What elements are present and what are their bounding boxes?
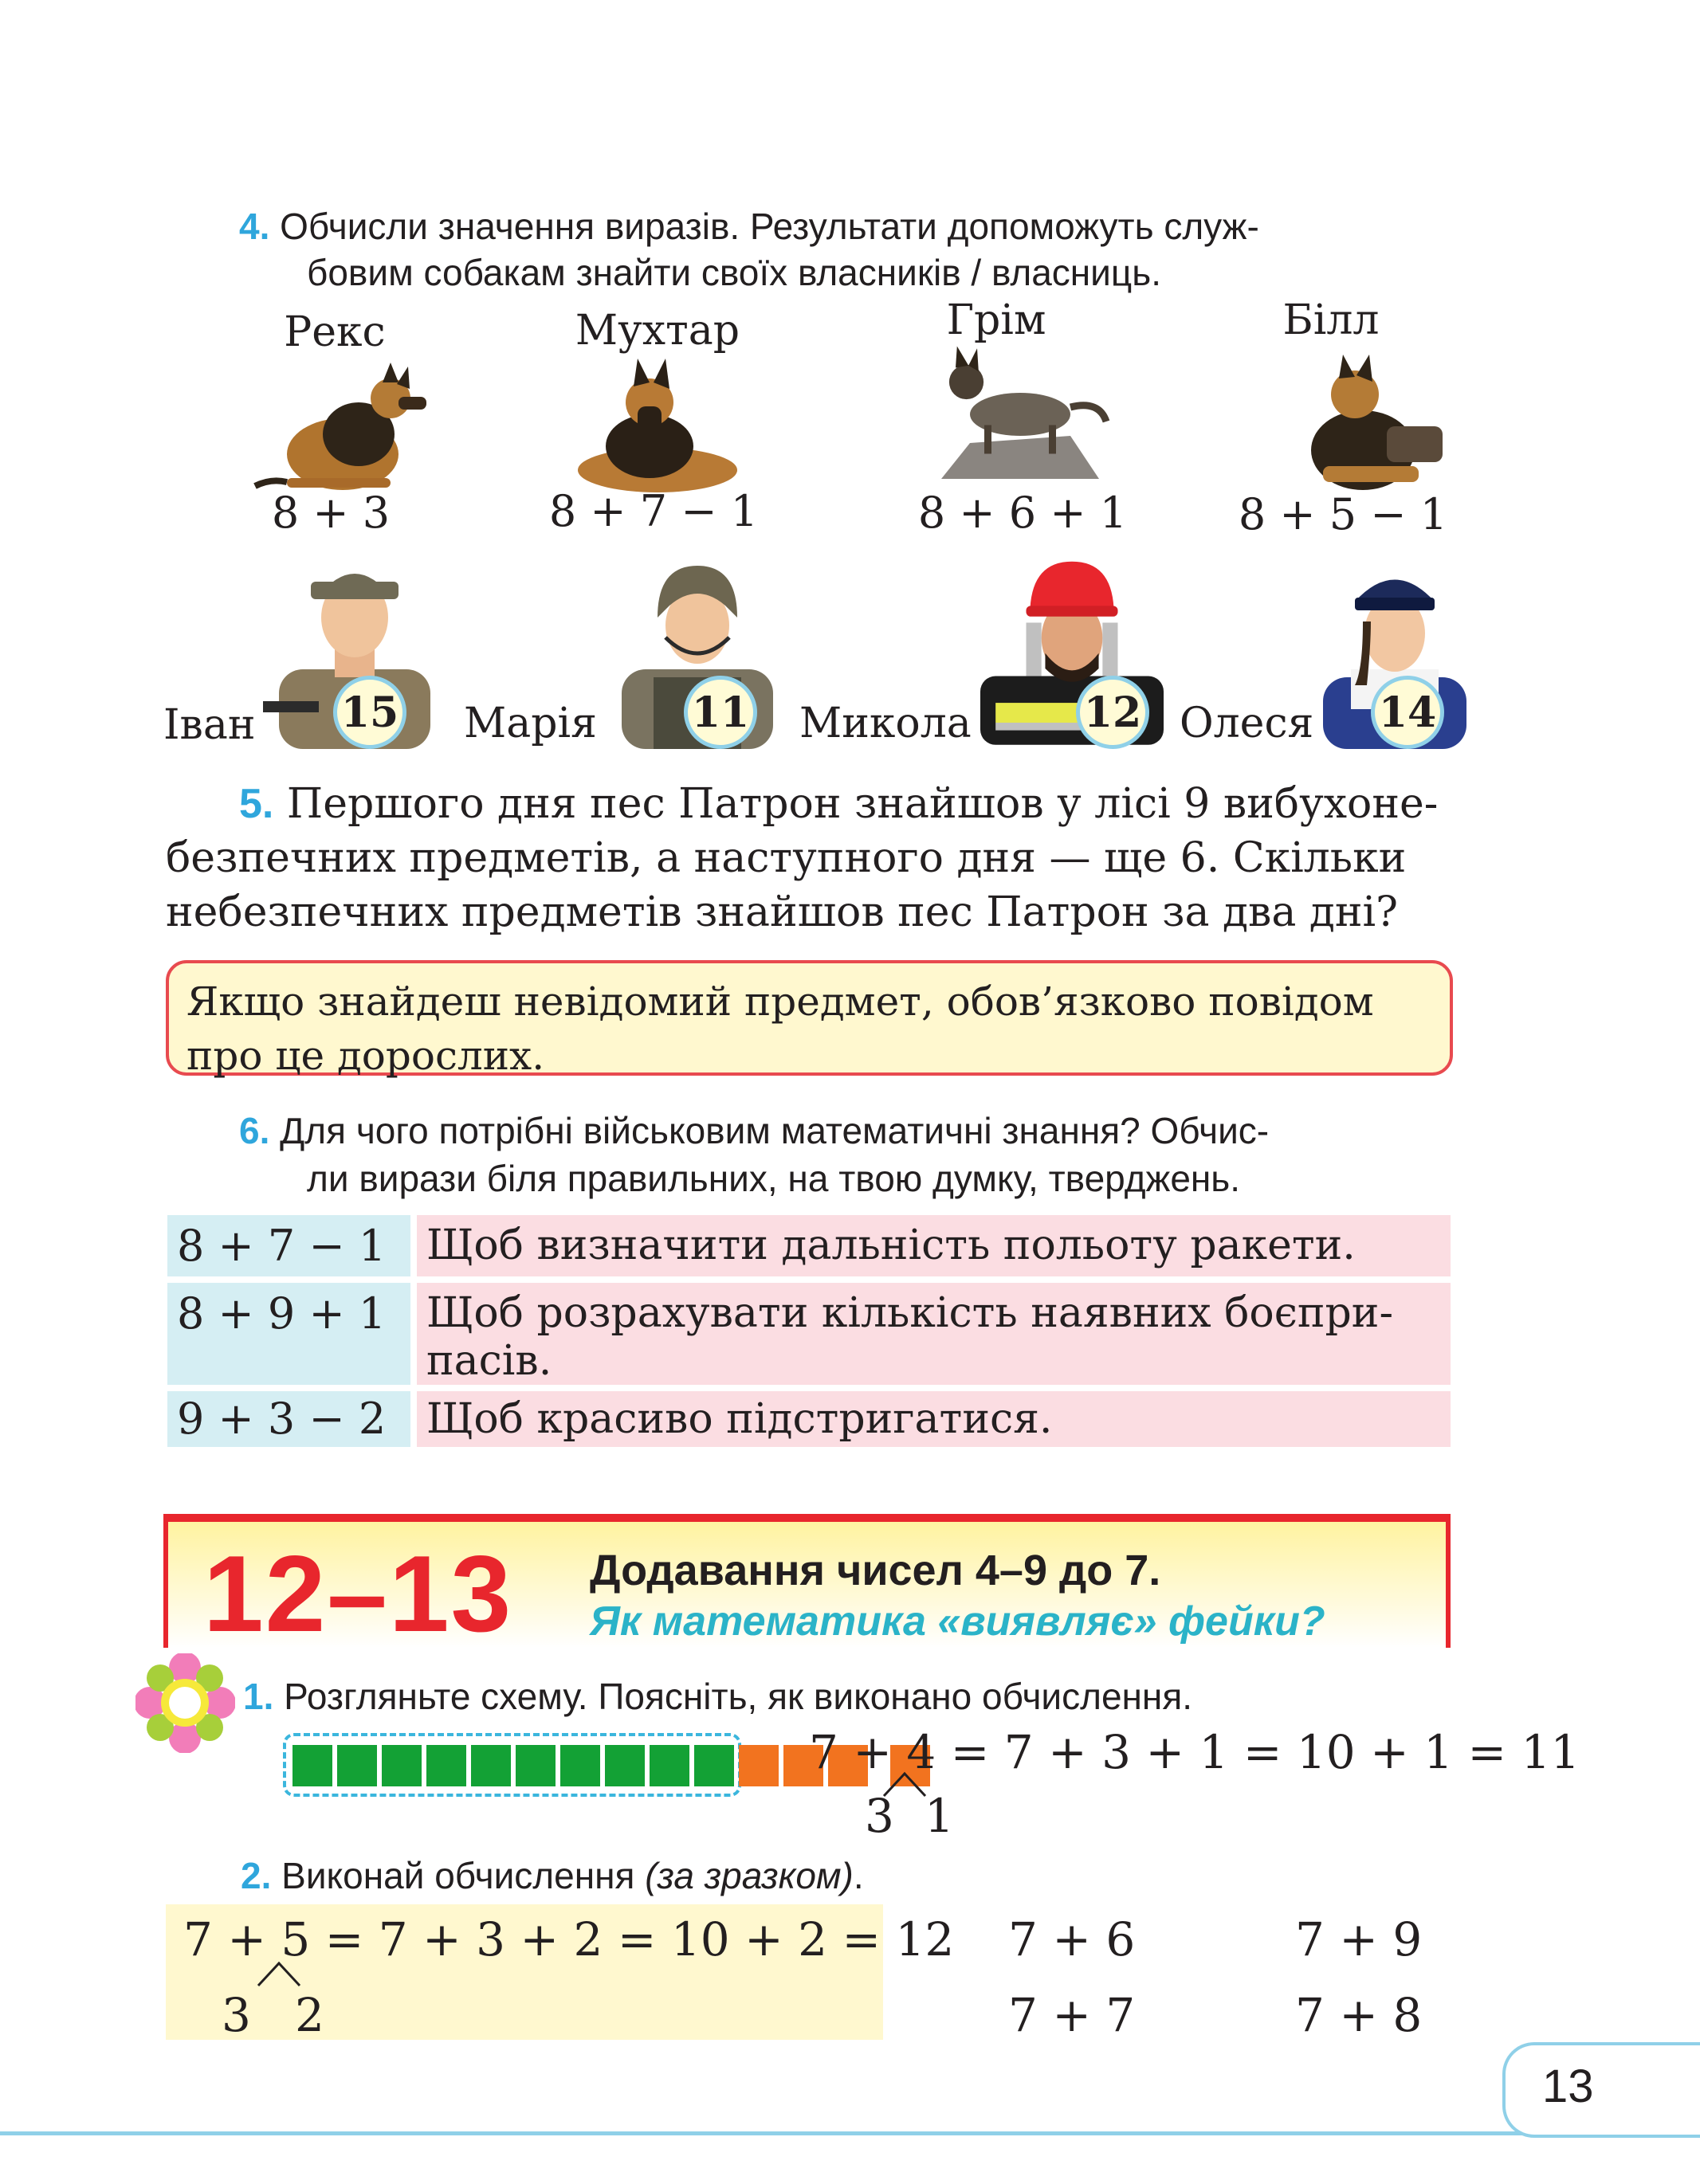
sample-split-left: 3: [222, 1988, 251, 2042]
table-row: [167, 1215, 1451, 1276]
task6-text2: ли вирази біля правильних, на твою думку, тверджень.: [307, 1158, 1241, 1199]
scheme-cell-green: [426, 1745, 466, 1786]
lesson-task2-period: .: [853, 1855, 864, 1896]
dog-expr-bill: 8 + 5 − 1: [1238, 489, 1448, 539]
table-row: [167, 1391, 1451, 1447]
lesson-subtitle: Як математика «виявляє» фейки?: [590, 1598, 1325, 1645]
dog-name-rex: Рекс: [284, 308, 386, 356]
dog-expr-rex: 8 + 3: [271, 488, 391, 538]
page-number-tab: [1502, 2042, 1700, 2138]
task5-line1: [239, 777, 1438, 831]
safety-warning-box: [166, 960, 1453, 1079]
person-name-ivan: Іван: [163, 701, 256, 749]
scheme-cell-green: [337, 1745, 377, 1786]
table-cell-statement: [417, 1283, 1451, 1385]
sample-equation: 7 + 5 = 7 + 3 + 2 = 10 + 2 = 12: [183, 1912, 955, 1966]
lesson-task2-text: Виконай обчислення: [281, 1855, 646, 1896]
scheme-cell-green: [605, 1745, 645, 1786]
task6-line1: [239, 1108, 1269, 1154]
split-left: 3: [865, 1789, 894, 1843]
number-bar-scheme: [292, 1745, 803, 1786]
safety-warning-line2: про це дорослих.: [186, 1033, 545, 1079]
lesson-number: 12–13: [203, 1533, 513, 1654]
table-cell-expression: 9 + 3 − 2: [167, 1391, 410, 1447]
exercise-expression: 7 + 7: [1008, 1988, 1136, 2042]
lesson-task1-text: Розгляньте схему. Поясніть, як виконано обчислення.: [284, 1676, 1193, 1717]
dog-picture-bill: [1267, 355, 1474, 498]
task4-text1: Обчисли значення виразів. Результати допоможуть служ-: [280, 206, 1259, 247]
scheme-cell-green: [471, 1745, 511, 1786]
scheme-cell-green: [382, 1745, 422, 1786]
task5-text1: Першого дня пес Патрон знайшов у лісі 9 вибухоне-: [286, 780, 1439, 828]
lesson-task1-line: [243, 1673, 1192, 1719]
lesson-task2-number: 2.: [241, 1855, 272, 1896]
dog-picture-rex: [239, 359, 446, 502]
badge-mykola: 12: [1076, 676, 1149, 749]
task6-number: 6.: [239, 1110, 270, 1151]
dog-picture-grim: [917, 343, 1124, 486]
scheme-cell-green: [694, 1745, 734, 1786]
exercise-expression: 7 + 8: [1295, 1988, 1423, 2042]
split-branch-icon: [255, 1960, 303, 1987]
exercise-expression: 7 + 9: [1295, 1912, 1423, 1966]
dog-name-bill: Білл: [1282, 296, 1380, 344]
lesson-task2-line: [241, 1853, 864, 1899]
dog-name-mukhtar: Мухтар: [575, 307, 740, 355]
person-name-maria: Марія: [464, 700, 597, 747]
task5-text2: безпечних предметів, а наступного дня — ще 6. Скільки: [166, 834, 1407, 882]
exercise-expression: 7 + 6: [1008, 1912, 1136, 1966]
table-cell-statement: Щоб визначити дальність польоту ракети.: [417, 1215, 1451, 1276]
page-number: 13: [1542, 2060, 1594, 2112]
lesson-task1-equation: 7 + 4 = 7 + 3 + 1 = 10 + 1 = 11: [809, 1725, 1580, 1779]
scheme-cell-orange: [739, 1745, 779, 1786]
dog-expr-grim: 8 + 6 + 1: [917, 488, 1128, 538]
person-name-mykola: Микола: [799, 700, 972, 747]
table-row: [167, 1283, 1451, 1385]
sample-split-right: 2: [295, 1988, 324, 2042]
task6-text1: Для чого потрібні військовим математичні знання? Обчис-: [280, 1110, 1270, 1151]
dog-picture-mukhtar: [546, 359, 753, 502]
table-cell-expression: 8 + 9 + 1: [167, 1283, 410, 1385]
lesson-task2-hint: (за зразком): [645, 1855, 854, 1896]
task5-number: 5.: [239, 781, 274, 827]
person-name-olesia: Олеся: [1180, 700, 1314, 747]
badge-maria: 11: [684, 676, 757, 749]
scheme-cell-green: [560, 1745, 600, 1786]
safety-warning-line1: Якщо знайдеш невідомий предмет, обов’язково повідом: [186, 978, 1374, 1025]
task4-line1: [239, 203, 1259, 249]
scheme-cell-green: [516, 1745, 556, 1786]
badge-olesia: 14: [1371, 676, 1444, 749]
page-footer-line: [0, 2131, 1700, 2135]
badge-ivan: 15: [333, 676, 406, 749]
dog-expr-mukhtar: 8 + 7 − 1: [548, 486, 759, 536]
task4-text2: бовим собакам знайти своїх власників / власниць.: [307, 252, 1161, 293]
table-cell-statement-line2: пасів.: [426, 1337, 552, 1385]
table-cell-statement-line1: Щоб розрахувати кількість наявних боєпри-: [426, 1289, 1394, 1337]
table-cell-expression: 8 + 7 − 1: [167, 1215, 410, 1276]
split-right: 1: [925, 1789, 954, 1843]
dog-name-grim: Грім: [946, 296, 1046, 344]
lesson-title: Додавання чисел 4–9 до 7.: [590, 1547, 1161, 1594]
scheme-cell-green: [650, 1745, 689, 1786]
flower-icon: [135, 1653, 235, 1753]
task5-text3: небезпечних предметів знайшов пес Патрон за два дні?: [166, 888, 1399, 936]
table-cell-statement: Щоб красиво підстригатися.: [417, 1391, 1451, 1447]
task4-number: 4.: [239, 206, 270, 247]
scheme-cell-green: [292, 1745, 332, 1786]
lesson-task1-number: 1.: [243, 1676, 274, 1717]
